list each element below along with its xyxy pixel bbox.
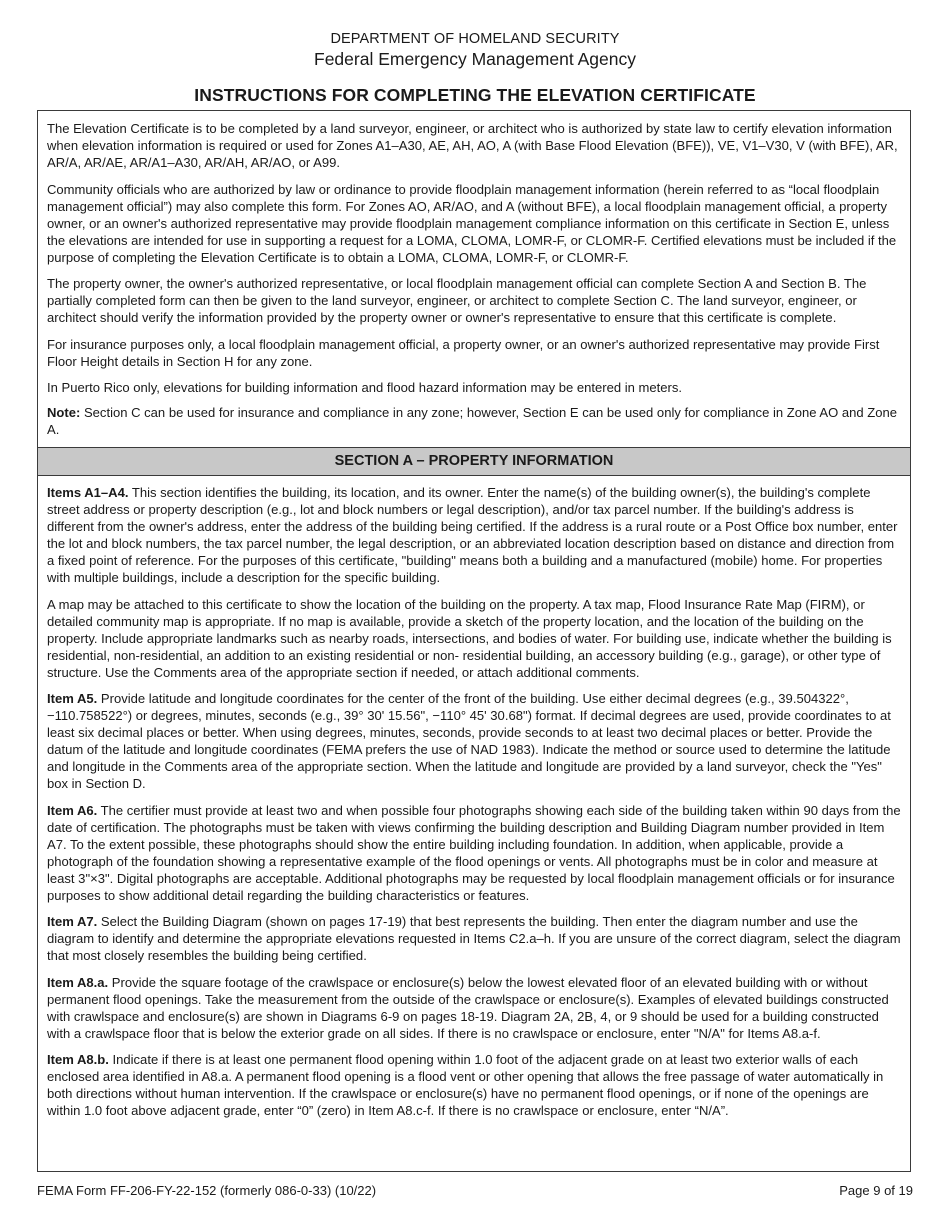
intro-paragraph-3: The property owner, the owner's authorized representative, or local floodplain management official can complete Section A and Section B. The partially completed form can then be given to the land surveyor, engineer, or architect to complete Section C. The land surveyor, engineer, or architect should verify the information provided by the property owner or owner's representative to ensure that this certificate is complete. (47, 276, 867, 325)
item-text: Select the Building Diagram (shown on pages 17-19) that best represents the building. Then enter the diagram number and use the diagram to identify and determine the appropriate elevations requested in Items C2.a–h. If you are unsure of the correct diagram, select the diagram that most closely resembles the building being certified. (47, 914, 901, 963)
intro-block (38, 111, 910, 438)
item-text: This section identifies the building, its location, and its owner. Enter the name(s) of the building owner(s), the building's complete street address or property description (e.g., lot and block numbers or legal description), and/or tax parcel number. If the building's address is different from the owner's address, enter the address of the building being certified. If the address is a rural route or a Post Office box number, enter the lot and block numbers, the tax parcel number, the legal description, or an abbreviated location description based on distance and direction from a fixed point of reference. For the purposes of this certificate, "building" means both a building and a manufactured (mobile) home. For properties with multiple buildings, include a description for the specific building. (47, 485, 898, 585)
item-text: Provide latitude and longitude coordinates for the center of the front of the building. Use either decimal degrees (e.g., 39.504322°, −110.758522°) or degrees, minutes, seconds (e.g., 39° 30' 15.56", −110° 45' 30.68") format. If decimal degrees are used, provide coordinates to at least six decimal places or better. When using degrees, minutes, seconds, provide seconds to at least two decimal places or better. Provide the datum of the latitude and longitude coordinates (FEMA prefers the use of NAD 1983). Indicate the method or source used to determine the latitude and longitude in the Comments area of the appropriate section. When the latitude and longitude are provided by a land surveyor, check the "Yes" box in Section D. (47, 691, 891, 791)
item-label: Item A6. (47, 802, 98, 818)
intro-paragraph-4: For insurance purposes only, a local floodplain management official, a property owner, or an owner's authorized representative may provide First Floor Height details in Section H for any zone. (47, 336, 880, 369)
item-a7 (47, 913, 902, 964)
item-text: The certifier must provide at least two and when possible four photographs showing each side of the building taken within 90 days from the date of certification. The photographs must be taken with views confirming the building description and Building Diagram number provided in Item A7. To the extent possible, these photographs should show the entire building including foundation. In addition, when applicable, provide a photograph of the foundation showing a representative example of the flood openings or vents. All photographs must be in color and measure at least 3"×3". Digital photographs are acceptable. Additional photographs may be requested by local floodplain management officials or for insurance purposes to show additional detail regarding the building characteristics or features. (47, 802, 901, 903)
agency-name: Federal Emergency Management Agency (314, 49, 636, 69)
item-label: Item A8.a. (47, 974, 109, 990)
item-a8a (47, 974, 902, 1042)
page-number: Page 9 of 19 (839, 1183, 913, 1198)
intro-paragraph-1: The Elevation Certificate is to be completed by a land surveyor, engineer, or architect who is authorized by state law to certify elevation information when elevation information is required or used for Zones A1–A30, AE, AH, AO, A (with Base Flood Elevation (BFE)), VE, V1–V30, V (with BFE), AR, AR/A, AR/AE, AR/A1–A30, AR/AH, AR/AO, or A99. (47, 121, 898, 170)
item-label: Items A1–A4. (47, 485, 129, 500)
note-text: Section C can be used for insurance and compliance in any zone; however, Section E can be used only for compliance in Zone AO and Zone A. (47, 405, 897, 437)
form-identifier: FEMA Form FF-206-FY-22-152 (formerly 086-0-33) (10/22) (37, 1183, 377, 1198)
item-map-paragraph (47, 596, 902, 681)
page-title: INSTRUCTIONS FOR COMPLETING THE ELEVATION CERTIFICATE (194, 85, 756, 105)
item-a8b (47, 1051, 902, 1119)
intro-paragraph-5: In Puerto Rico only, elevations for building information and flood hazard information may be entered in meters. (47, 380, 683, 395)
item-text: A map may be attached to this certificate to show the location of the building on the property. A tax map, Flood Insurance Rate Map (FIRM), or detailed community map is appropriate. If no map is available, provide a sketch of the property location, and the location of the building on the property. Include appropriate landmarks such as nearby roads, intersections, and bodies of water. For building use, indicate whether the building is residential, non-residential, an addition to an existing residential or non- residential building, an accessory building (e.g., garage), or other type of structure. Use the Comments area of the appropriate section if needed, or attach additional comments. (47, 596, 892, 680)
instructions-frame (37, 110, 911, 1172)
section-a-body (38, 476, 910, 1119)
item-text: Indicate if there is at least one permanent flood opening within 1.0 foot of the adjacent grade on at least two exterior walls of each enclosed area identified in A8.a. A permanent flood opening is a flood vent or other opening that allows the free passage of water automatically in both directions without human intervention. If the crawlspace or enclosure(s) have no permanent flood openings, or if none of the openings are within 1.0 foot above adjacent grade, enter “0” (zero) in Item A8.c-f. If there is no crawlspace or enclosure, enter “N/A”. (47, 1052, 884, 1118)
section-a-header: SECTION A – PROPERTY INFORMATION (38, 447, 910, 476)
item-label: Item A8.b. (47, 1052, 109, 1067)
note-label: Note: (47, 405, 81, 420)
intro-note (47, 404, 902, 438)
item-label: Item A7. (47, 914, 98, 929)
item-a1-a4 (47, 484, 902, 586)
intro-paragraph-2: Community officials who are authorized by law or ordinance to provide floodplain management information (herein referred to as “local floodplain management official”) may also complete this form. For Zones AO, AR/AO, and A (without BFE), a local floodplain management official, a property owner, or an owner's authorized representative may provide floodplain management compliance information on this certificate in Section E, unless the elevations are intended for use in supporting a request for a LOMA, CLOMA, LOMR-F, or CLOMR-F. Certified elevations must be included if the purpose of completing the Elevation Certificate is to obtain a LOMA, CLOMA, LOMR-F, or CLOMR-F. (47, 181, 897, 265)
item-a6 (47, 802, 902, 904)
item-a5 (47, 690, 902, 792)
item-label: Item A5. (47, 691, 98, 706)
department-name: DEPARTMENT OF HOMELAND SECURITY (330, 31, 620, 47)
item-text: Provide the square footage of the crawlspace or enclosure(s) below the lowest elevated floor of an elevated building with or without permanent flood openings. Take the measurement from the outside of the crawlspace or enclosure(s). Examples of elevated buildings constructed with crawlspace and enclosure(s) are shown in Diagrams 6-9 on pages 18-19. Diagram 2A, 2B, 4, or 9 should be used for a building constructed with a crawlspace floor that is below the exterior grade on all sides. If there is no crawlspace or enclosure, enter "N/A" for Items A8.a-f. (47, 974, 889, 1041)
